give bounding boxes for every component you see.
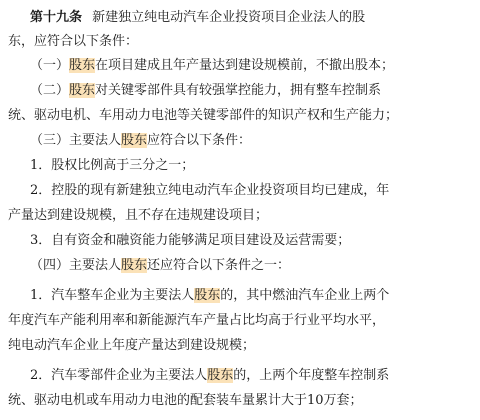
sub-item-3-2 (30, 181, 389, 201)
clause-2 (30, 81, 381, 101)
sub-item-4-1-cont-1 (8, 311, 385, 331)
sub-item-4-1-text: 的，其中燃油汽车企业上两个 (220, 288, 390, 303)
highlight-term: 股东 (121, 258, 148, 273)
highlight-term: 股东 (207, 368, 234, 383)
article-intro-line-2 (8, 32, 138, 52)
sub-item-4-1 (30, 286, 389, 306)
sub-item-4-1-text-cont: 年度汽车产能利用率和新能源汽车产量占比均高于行业平均水平， (8, 313, 386, 328)
highlight-term: 股东 (194, 288, 221, 303)
sub-item-3-1-text: 1．股权比例高于三分之一； (30, 158, 195, 173)
article-number: 第十九条 (30, 10, 83, 25)
sub-item-3-3 (30, 231, 350, 251)
clause-4-prefix: （四）主要法人 (30, 258, 122, 273)
clause-2-prefix: （二） (30, 83, 70, 98)
clause-4-text: 还应符合以下条件之一： (147, 258, 291, 273)
highlight-term: 股东 (69, 83, 96, 98)
sub-item-3-2-text-cont: 产量达到建设规模，且不存在违规建设项目； (8, 208, 269, 223)
sub-item-4-1-text-cont-2: 纯电动汽车企业上年度产量达到建设规模； (8, 338, 256, 353)
clause-4 (30, 256, 290, 276)
clause-3-text: 应符合以下条件： (147, 133, 252, 148)
clause-3-prefix: （三）主要法人 (30, 133, 122, 148)
sub-item-3-3-text: 3．自有资金和融资能力能够满足项目建设及运营需要； (30, 233, 351, 248)
clause-2-text: 对关键零部件具有较强掌控能力，拥有整车控制系 (95, 83, 382, 98)
sub-item-4-2-cont (8, 391, 363, 411)
highlight-term: 股东 (121, 133, 148, 148)
article-intro-text-cont: 东，应符合以下条件： (8, 34, 139, 49)
sub-item-4-1-cont-2 (8, 336, 255, 356)
article-intro-text: 新建独立纯电动汽车企业投资项目企业法人的股 (92, 10, 366, 25)
clause-1-text: 在项目建成且年产量达到建设规模前，不撤出股本； (95, 58, 395, 73)
clause-2-cont (8, 106, 398, 126)
sub-item-4-1-prefix: 1．汽车整车企业为主要法人 (30, 288, 195, 303)
clause-3 (30, 131, 251, 151)
highlight-term: 股东 (69, 58, 96, 73)
article-intro-line-1 (30, 8, 365, 28)
sub-item-4-2 (30, 366, 389, 386)
sub-item-4-2-text-cont: 统、驱动电机或车用动力电池的配套装车量累计大于10万套； (8, 393, 363, 408)
clause-1 (30, 56, 394, 76)
sub-item-4-2-text: 的，上两个年度整车控制系 (233, 368, 390, 383)
clause-1-prefix: （一） (30, 58, 70, 73)
clause-2-text-cont: 统、驱动电机、车用动力电池等关键零部件的知识产权和生产能力； (8, 108, 399, 123)
sub-item-4-2-prefix: 2．汽车零部件企业为主要法人 (30, 368, 208, 383)
sub-item-3-2-cont (8, 206, 268, 226)
sub-item-3-1 (30, 156, 194, 176)
sub-item-3-2-text: 2．控股的现有新建独立纯电动汽车企业投资项目均已建成，年 (30, 183, 390, 198)
